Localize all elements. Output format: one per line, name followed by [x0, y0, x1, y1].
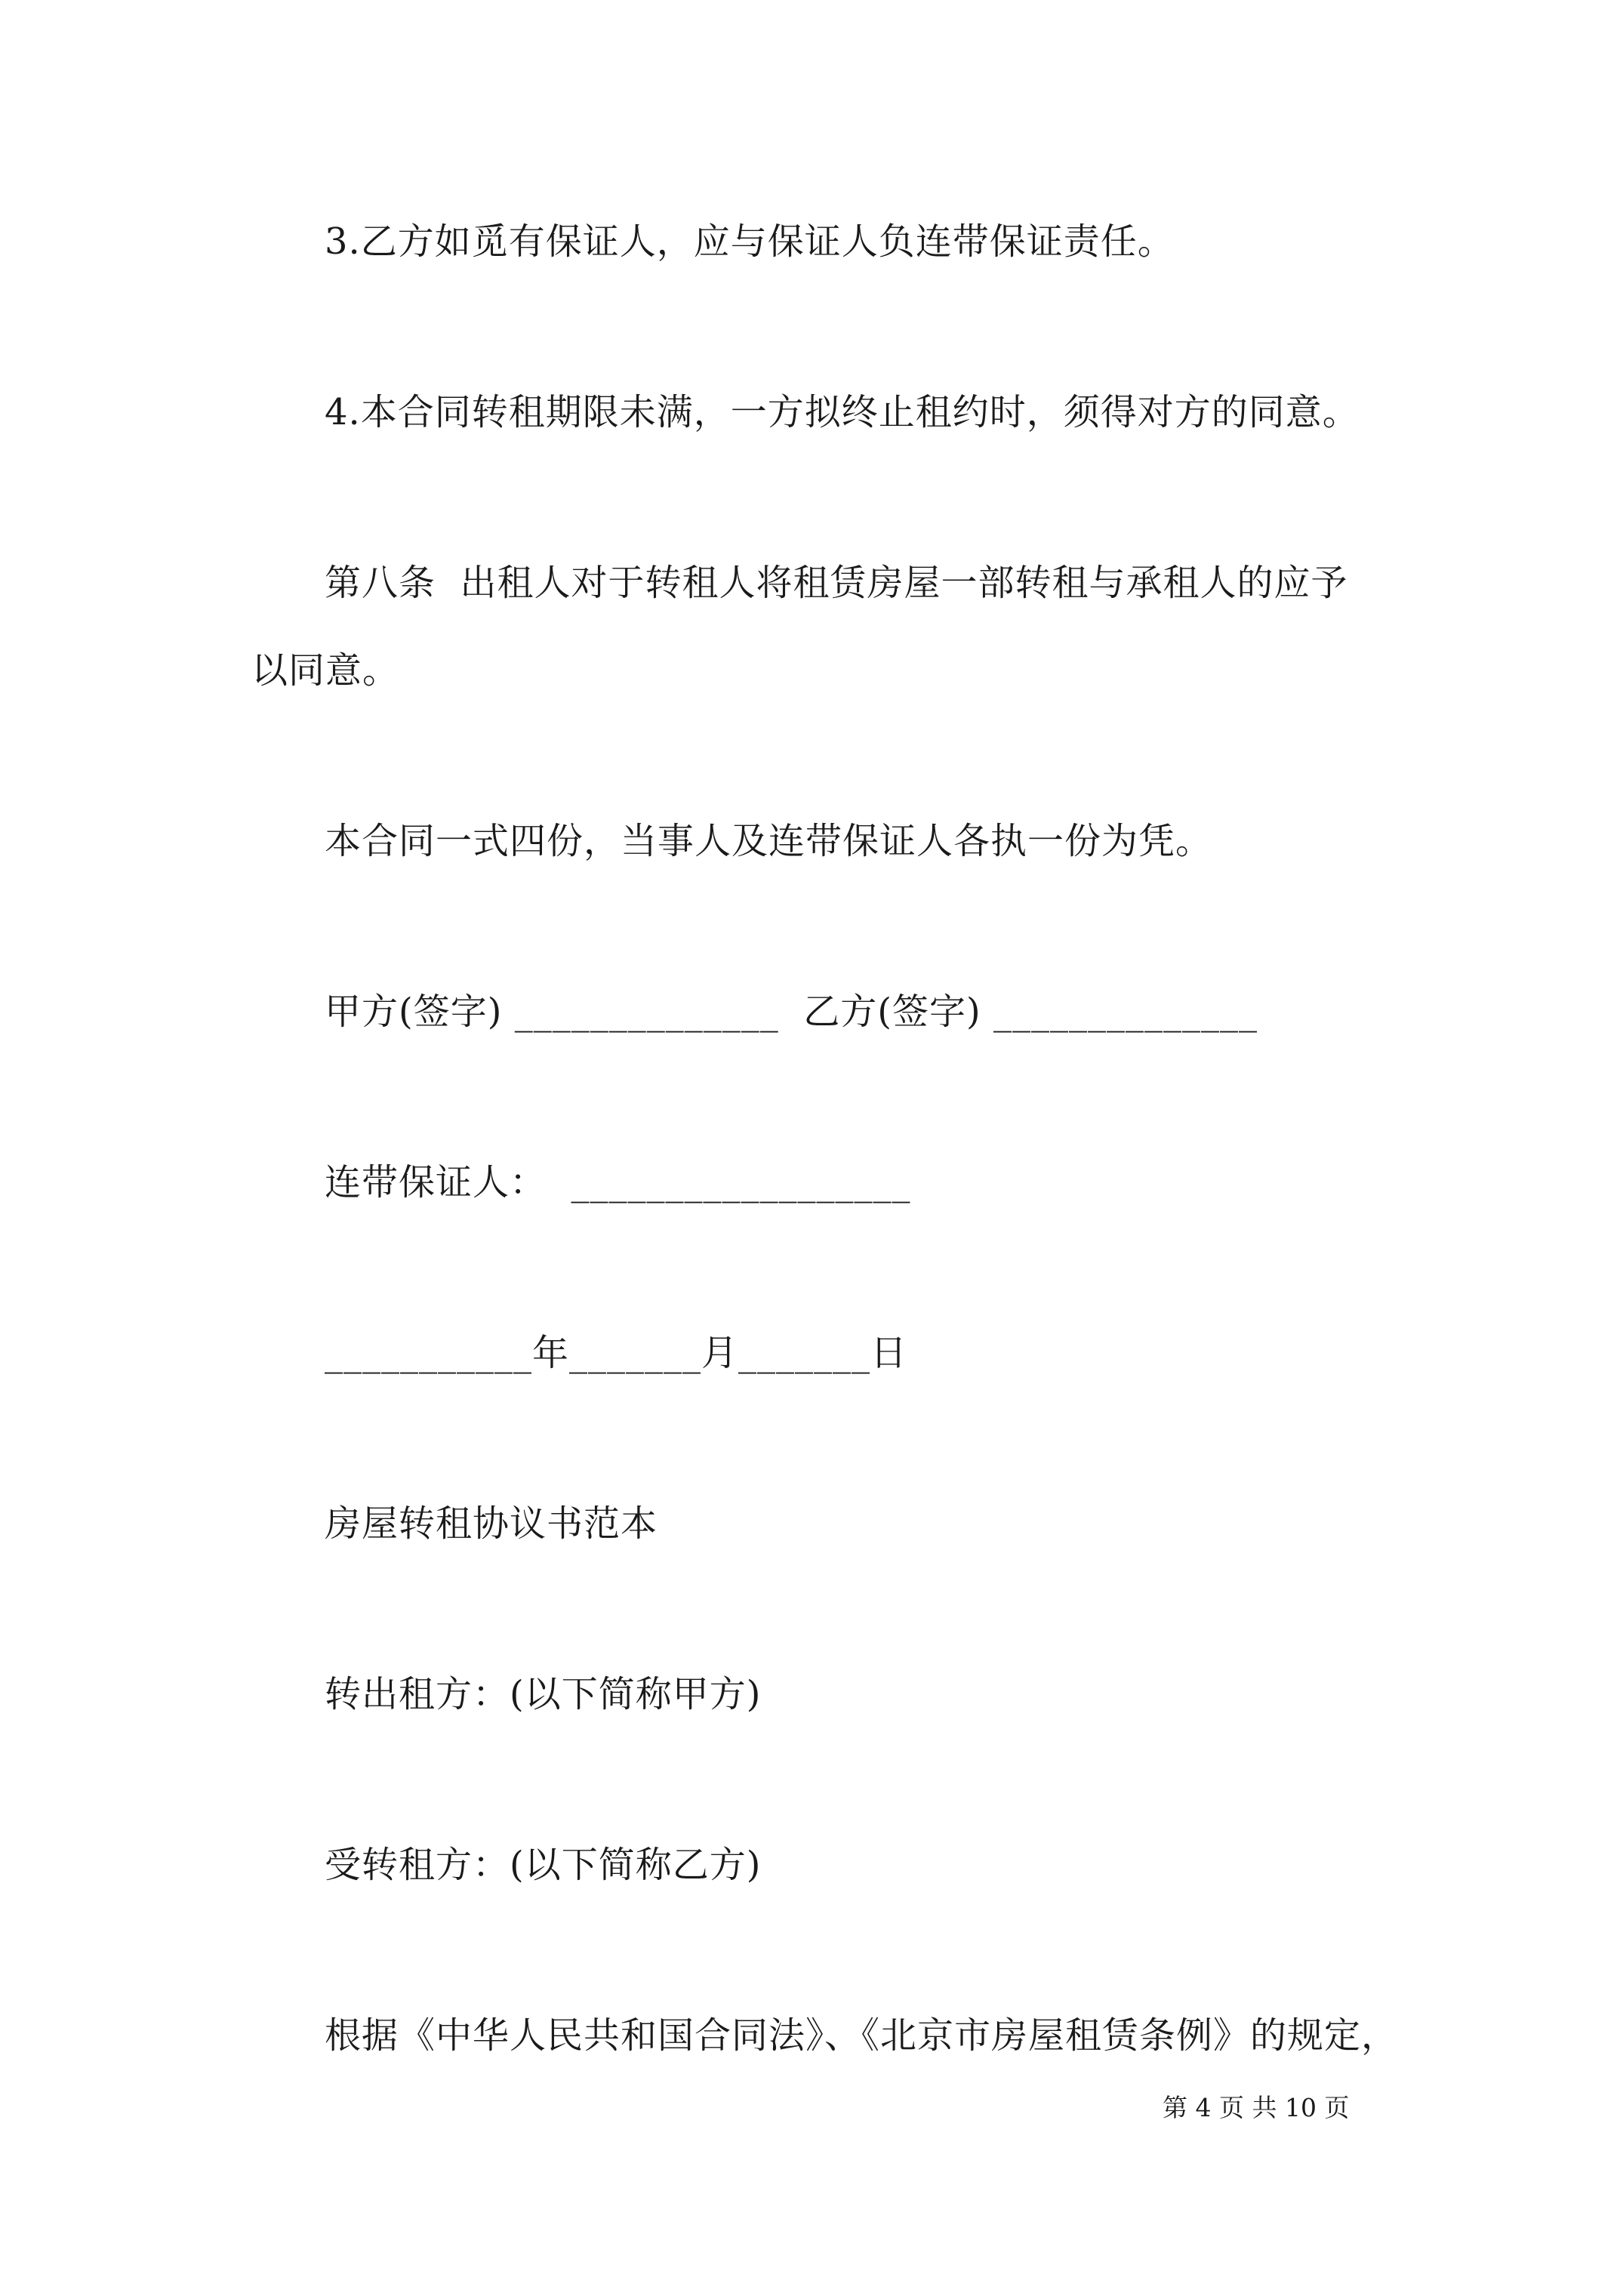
legal-basis-line: 根据《中华人民共和国合同法》、《北京市房屋租赁条例》的规定， [325, 2014, 1399, 2057]
section-title: 房屋转租协议书范本 [325, 1502, 658, 1545]
clause-4-termination: 4.本合同转租期限未满，一方拟终止租约时，须得对方的同意。 [325, 391, 1360, 433]
copies-statement: 本合同一式四份，当事人及连带保证人各执一份为凭。 [325, 820, 1213, 862]
signature-line-parties: 甲方(签字) ______________ 乙方(签字) ______________ [325, 991, 1258, 1033]
article-8-line-2: 以同意。 [251, 649, 400, 692]
page-footer: 第 4 页 共 10 页 [1163, 2093, 1350, 2122]
signature-line-guarantor: 连带保证人： __________________ [325, 1161, 911, 1203]
date-line: ___________年_______月_______日 [325, 1332, 908, 1374]
party-b-line: 受转租方：(以下简称乙方) [325, 1844, 762, 1886]
party-a-line: 转出租方：(以下简称甲方) [325, 1673, 762, 1715]
article-8-line-1: 第八条 出租人对于转租人将租赁房屋一部转租与承租人的应予 [325, 562, 1348, 604]
clause-3-guarantor: 3.乙方如觅有保证人，应与保证人负连带保证责任。 [325, 220, 1175, 263]
